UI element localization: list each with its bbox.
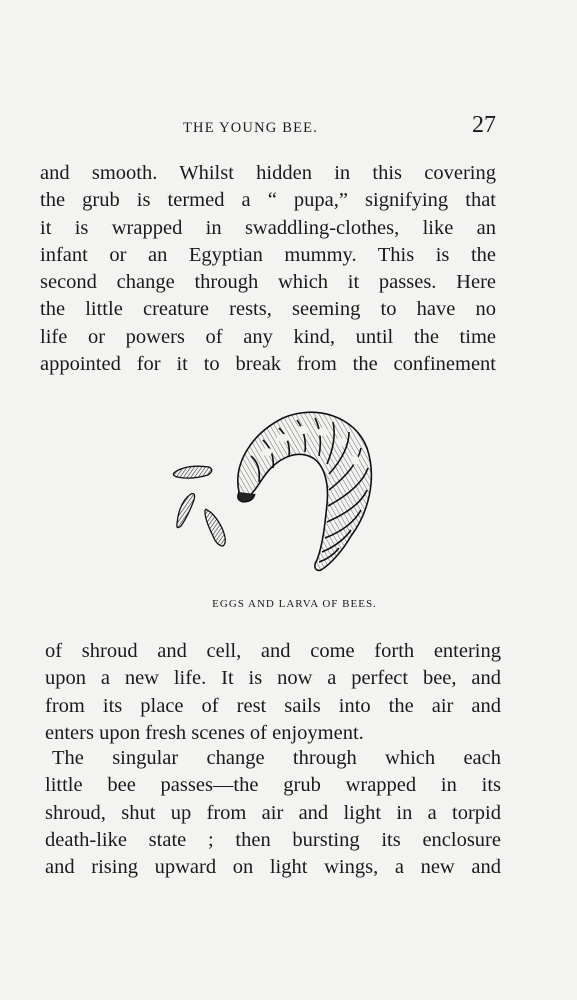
text-line: and rising upward on light wings, a new and [45, 856, 501, 879]
running-title: THE YOUNG BEE. [183, 120, 319, 136]
text-line: the little creature rests, seeming to have no [40, 298, 496, 321]
text-line: it is wrapped in swaddling-clothes, like an [40, 216, 496, 239]
running-head [40, 112, 496, 142]
bee-eggs-larva-illustration [165, 404, 380, 576]
page-number: 27 [472, 112, 496, 138]
text-line: enters upon fresh scenes of enjoyment. [45, 721, 364, 744]
bee-larva [238, 412, 372, 570]
text-line: death-like state ; then bursting its enclosure [45, 828, 501, 851]
text-line: the grub is termed a “ pupa,” signifying that [40, 189, 496, 212]
text-line: upon a new life. It is now a perfect bee, and [45, 667, 501, 690]
paragraph-continued [40, 160, 496, 378]
text-line: of shroud and cell, and come forth entering [45, 640, 501, 662]
text-line: infant or an Egyptian mummy. This is the [40, 243, 496, 266]
text-line: life or powers of any kind, until the time [40, 325, 496, 348]
paragraph [45, 745, 501, 881]
text-line: shroud, shut up from air and light in a torpid [45, 801, 501, 824]
paragraph-continued [45, 638, 501, 747]
text-line: The singular change through which each [52, 747, 501, 769]
text-line: little bee passes—the grub wrapped in its [45, 774, 501, 797]
text-line: appointed for it to break from the confinement [40, 353, 496, 376]
text-line: from its place of rest sails into the air and [45, 694, 501, 717]
text-line: and smooth. Whilst hidden in this covering [40, 162, 496, 184]
text-line: second change through which it passes. Here [40, 271, 496, 294]
bee-eggs [173, 466, 225, 546]
figure-caption: EGGS AND LARVA OF BEES. [212, 598, 377, 610]
